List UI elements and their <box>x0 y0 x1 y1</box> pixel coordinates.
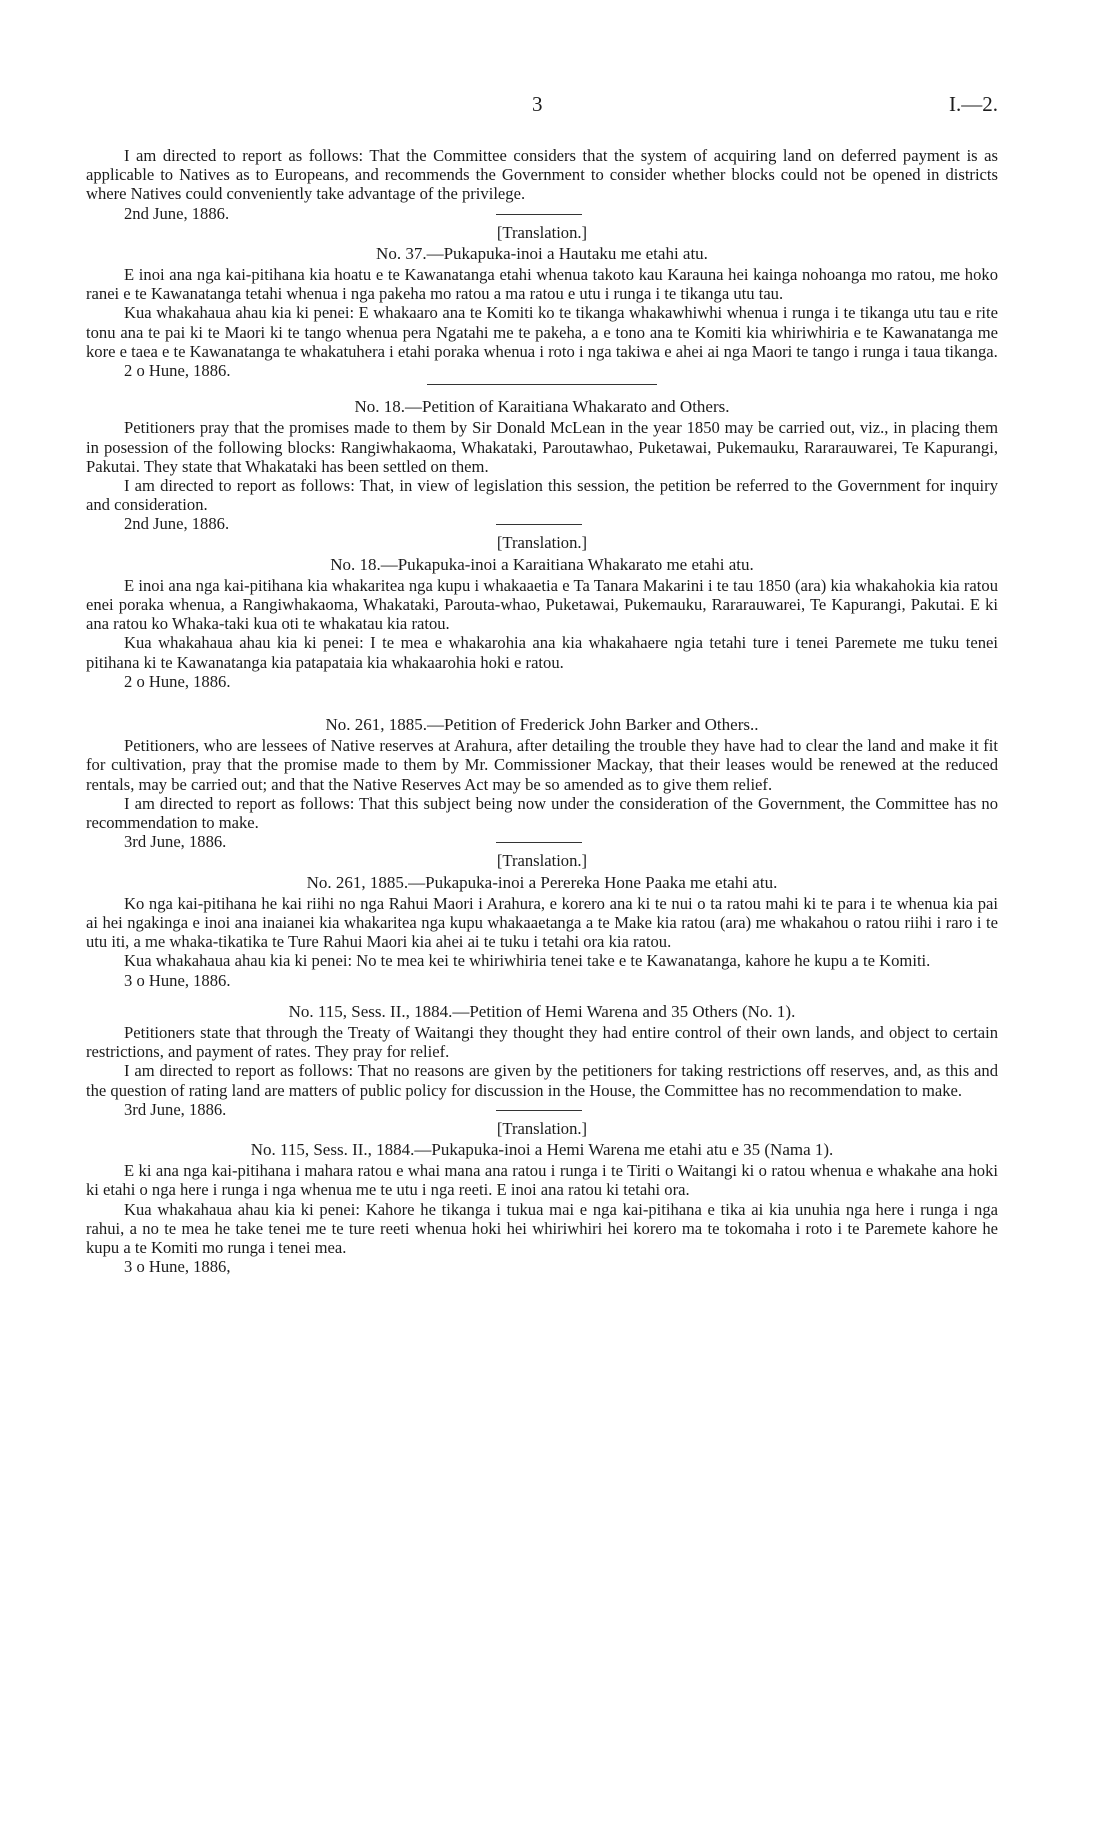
petition-heading: No. 37.—Pukapuka-inoi a Hautaku me etahi atu. <box>376 243 708 263</box>
report-date: 2nd June, 1886. <box>124 514 230 534</box>
report-paragraph: I am directed to report as follows: That the Committee considers that the system of acquiring land on deferred payment is as applicable to Natives as to Europeans, and recommends the Government to consider whether blocks could not be opened in districts where Natives could conveniently take advantage of the privilege. <box>86 146 998 204</box>
petition-heading: No. 18.—Pukapuka-inoi a Karaitiana Whakarato me etahi atu. <box>330 554 754 574</box>
report-paragraph: Kua whakahaua ahau kia ki penei: No te mea kei te whiriwhiria tenei take e te Kawanatanga, kahore he kupu a te Komiti. <box>124 951 931 971</box>
petition-paragraph: Ko nga kai-pitihana he kai riihi no nga Rahui Maori i Arahura, e korero ana ki te nui o ta ratou mahi ki te para i te whenua kia pai ai hei ngakinga e inoi ana inaianei kia whakaritea nga kupu whakaaetanga a te Make kia ratou (ara) me whakahou o ratou riihi i raro i te utu iti, a me whaka-tikatika te Ture Rahui Maori kia ahei ai te tuku i tetahi ora kia ratou. <box>86 893 998 952</box>
translation-label: [Translation.] <box>496 533 588 553</box>
report-paragraph: Kua whakahaua ahau kia ki penei: I te mea e whakarohia ana kia whakahaere ngia tetahi ture i tenei Paremete me tuku tenei pitihana ki te Kawanatanga kia patapataia kia whakaarohia hoki e ratou. <box>86 633 998 672</box>
translation-label: [Translation.] <box>496 851 588 871</box>
report-paragraph: I am directed to report as follows: That no reasons are given by the petitioners for taking restrictions off reserves, and, as this and the question of rating land are matters of public policy for discussion in the House, the Committee has no recommendation to make. <box>86 1061 998 1100</box>
section-divider <box>496 1110 582 1111</box>
date-row <box>86 514 998 533</box>
section-divider <box>496 214 582 215</box>
section-divider <box>496 842 582 843</box>
petition-paragraph: E inoi ana nga kai-pitihana kia whakaritea nga kupu i whakaaetia e Ta Tanara Makarini i te tau 1850 (ara) kia whakahokia kia ratou enei poraka whenua, a Rangiwhakaoma, Whakataki, Parouta-whao, Puketawai, Pukemauku, Rararauwarei, Te Kapurangi, Pakutai. E ki ana ratou ko Whaka-taki kua oti te whakatau kia ratou. <box>86 575 998 634</box>
section-divider <box>496 524 582 525</box>
petition-heading: No. 261, 1885.—Pukapuka-inoi a Perereka Hone Paaka me etahi atu. <box>306 872 778 892</box>
document-body <box>86 146 998 1276</box>
petition-heading: No. 115, Sess. II., 1884.—Petition of Hemi Warena and 35 Others (No. 1). <box>288 1001 796 1021</box>
petition-heading: No. 115, Sess. II., 1884.—Pukapuka-inoi a Hemi Warena me etahi atu e 35 (Nama 1). <box>250 1139 834 1159</box>
petition-paragraph: Petitioners state that through the Treaty of Waitangi they thought they had entire control of their own lands, and object to certain restrictions, and payment of rates. They pray for relief. <box>86 1022 998 1062</box>
report-paragraph: Kua whakahaua ahau kia ki penei: E whakaaro ana te Komiti ko te tikanga whakawhiwhi whenua i runga i te tikanga utu tau e rite tonu ana te pai ki te Maori ki te tango whenua pera Ngatahi me te pakeha, a e tono ana te Komiti kia whiriwhiria e te Kawanatanga me kore e taea e te Kawanatanga te whakatuhera i etahi poraka whenua i roto i nga takiwa e ahei ai nga Maori te tango i runga i taua tikanga. <box>86 303 998 361</box>
report-date: 2 o Hune, 1886. <box>124 361 231 381</box>
paper-reference: I.—2. <box>949 92 998 116</box>
translation-label: [Translation.] <box>496 222 588 242</box>
report-date: 2 o Hune, 1886. <box>124 671 231 691</box>
page-header <box>86 92 998 122</box>
report-paragraph: I am directed to report as follows: That this subject being now under the consideration of the Government, the Committee has no recommendation to make. <box>86 793 998 833</box>
petition-paragraph: E inoi ana nga kai-pitihana kia hoatu e te Kawanatanga etahi whenua takoto kau Karauna hei kainga nohoanga mo ratou, me hoko ranei e te Kawanatanga tetahi whenua i nga pakeha mo ratou a ma ratou e utu i runga i te tikanga utu tau. <box>86 265 998 304</box>
petition-heading: No. 18.—Petition of Karaitiana Whakarato and Others. <box>354 397 730 417</box>
translation-label: [Translation.] <box>496 1118 588 1138</box>
report-date: 2nd June, 1886. <box>124 203 230 223</box>
page-number: 3 <box>532 92 543 116</box>
date-row <box>86 832 998 851</box>
report-date: 3rd June, 1886. <box>124 1099 227 1119</box>
petition-paragraph: Petitioners pray that the promises made to them by Sir Donald McLean in the year 1850 may be carried out, viz., in placing them in posession of the following blocks: Rangiwhakaoma, Whakataki, Paroutawhao, Puketawai, Pukemauku, Rararauwarei, Te Kapurangi, Pakutai. They state that Whakataki has been settled on them. <box>86 418 998 476</box>
date-row <box>86 1100 998 1119</box>
petition-paragraph: Petitioners, who are lessees of Native reserves at Arahura, after detailing the trouble they have had to clear the land and make it fit for cultivation, pray that the promise made to them by Mr. Commissioner Mackay, that their leases would be renewed at the reduced rentals, may be carried out; and that the Native Reserves Act may be so amended as to give them relief. <box>86 736 998 794</box>
report-date: 3 o Hune, 1886. <box>124 970 231 990</box>
report-paragraph: Kua whakahaua ahau kia ki penei: Kahore he tikanga i tukua mai e nga kai-pitihana e tika ai kia unuhia nga here i runga i nga rahui, a no te mea he take tenei me te ture reeti whenua hoki hei whiriwhiri hei korero ma te tokomaha i roto i te Paremete kahore he kupu a te Komiti mo runga i tenei mea. <box>86 1199 998 1257</box>
petition-paragraph: E ki ana nga kai-pitihana i mahara ratou e whai mana ana ratou i runga i te Tiriti o Waitangi ki o ratou whenua e whakahe ana hoki ki etahi o nga here i runga i nga whenua me te utu i nga reeti. E inoi ana ratou ki tetahi ora. <box>86 1161 998 1200</box>
report-date: 3rd June, 1886. <box>124 832 227 852</box>
petition-heading: No. 261, 1885.—Petition of Frederick John Barker and Others.. <box>325 715 759 735</box>
report-paragraph: I am directed to report as follows: That, in view of legislation this session, the petition be referred to the Government for inquiry and consideration. <box>86 476 998 515</box>
report-date: 3 o Hune, 1886, <box>124 1257 231 1277</box>
date-row <box>86 204 998 223</box>
